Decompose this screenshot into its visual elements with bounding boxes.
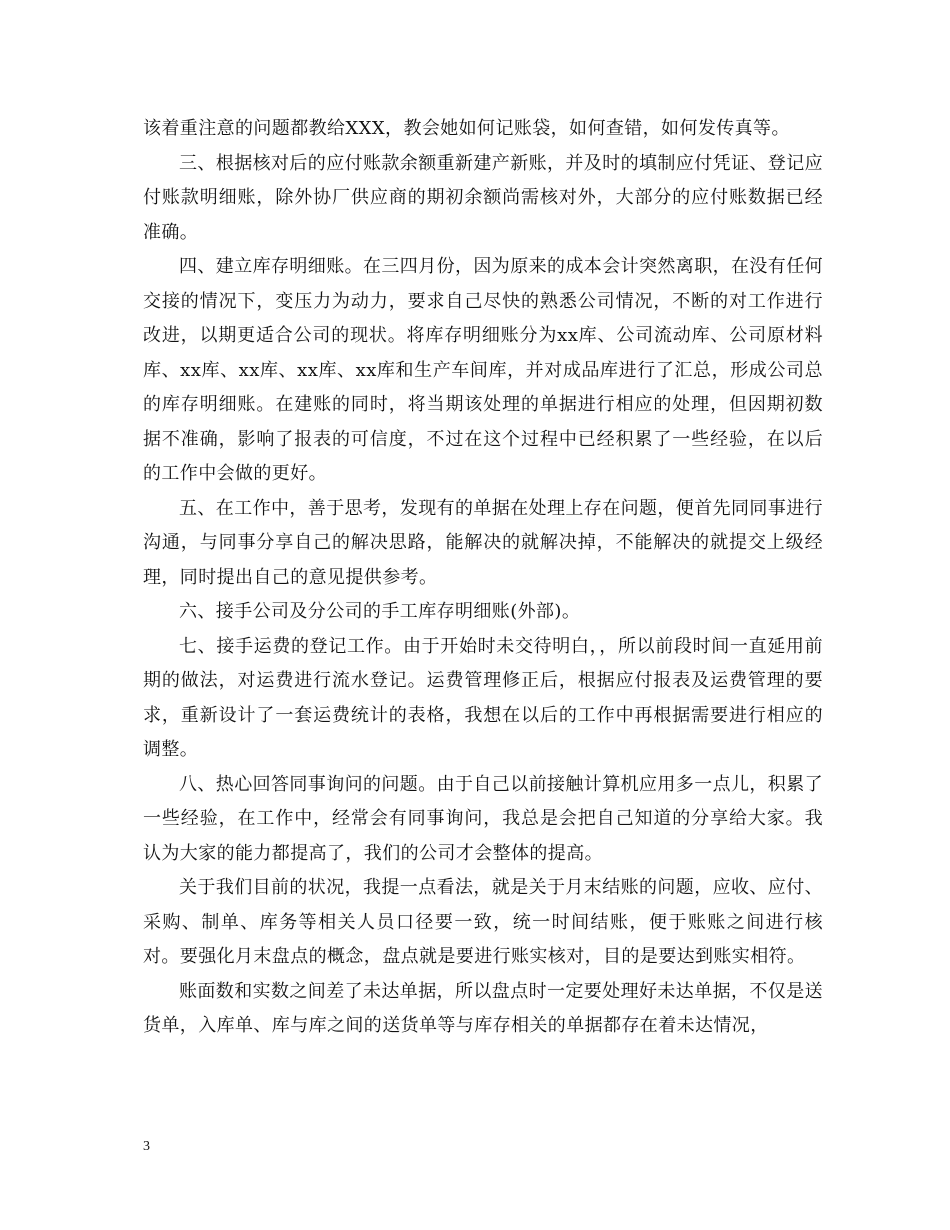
paragraph-continuation: 该着重注意的问题都教给XXX，教会她如何记账袋，如何查错，如何发传真等。 bbox=[143, 118, 790, 139]
paragraph-opinion: 关于我们目前的状况，我提一点看法，就是关于月末结账的问题，应收、应付、采购、制单、库务等相关人员口径要一致，统一时间结账，便于账账之间进行核对。要强化月末盘点的概念，盘点就是要进行账实核对，目的是要达到账实相符。 bbox=[143, 877, 823, 967]
paragraph-unreconciled: 账面数和实数之间差了未达单据，所以盘点时一定要处理好未达单据，不仅是送货单，入库单、库与库之间的送货单等与库存相关的单据都存在着未达情况， bbox=[143, 980, 823, 1036]
paragraph-item-8: 八、热心回答同事询问的问题。由于自己以前接触计算机应用多一点儿，积累了一些经验，在工作中，经常会有同事询问，我总是会把自己知道的分享给大家。我认为大家的能力都提高了，我们的公司才会整体的提高。 bbox=[143, 773, 823, 864]
paragraph-item-7: 七、接手运费的登记工作。由于开始时未交待明白，，所以前段时间一直延用前期的做法，对运费进行流水登记。运费管理修正后，根据应付报表及运费管理的要求，重新设计了一套运费统计的表格，我想在以后的工作中再根据需要进行相应的调整。 bbox=[143, 635, 823, 760]
paragraph-item-6: 六、接手公司及分公司的手工库存明细账(外部)。 bbox=[179, 601, 581, 622]
paragraph-item-5: 五、在工作中，善于思考，发现有的单据在处理上存在问题，便首先同同事进行沟通，与同事分享自己的解决思路，能解决的就解决掉，不能解决的就提交上级经理，同时提出自己的意见提供参考。 bbox=[143, 497, 823, 588]
page-number: 3 bbox=[143, 1139, 150, 1154]
paragraph-item-4: 四、建立库存明细账。在三四月份，因为原来的成本会计突然离职，在没有任何交接的情况下，变压力为动力，要求自己尽快的熟悉公司情况，不断的对工作进行改进，以期更适合公司的现状。将库存明细账分为xx库、公司流动库、公司原材料库、xx库、xx库、xx库、xx库和生产车间库，并对成品库进行了汇总，形成公司总的库存明细账。在建账的同时，将当期该处理的单据进行相应的处理，但因期初数据不准确，影响了报表的可信度，不过在这个过程中已经积累了一些经验，在以后的工作中会做的更好。 bbox=[143, 256, 823, 484]
document-body bbox=[143, 112, 823, 1044]
paragraph-item-3: 三、根据核对后的应付账款余额重新建产新账，并及时的填制应付凭证、登记应付账款明细账，除外协厂供应商的期初余额尚需核对外，大部分的应付账数据已经准确。 bbox=[143, 152, 823, 243]
